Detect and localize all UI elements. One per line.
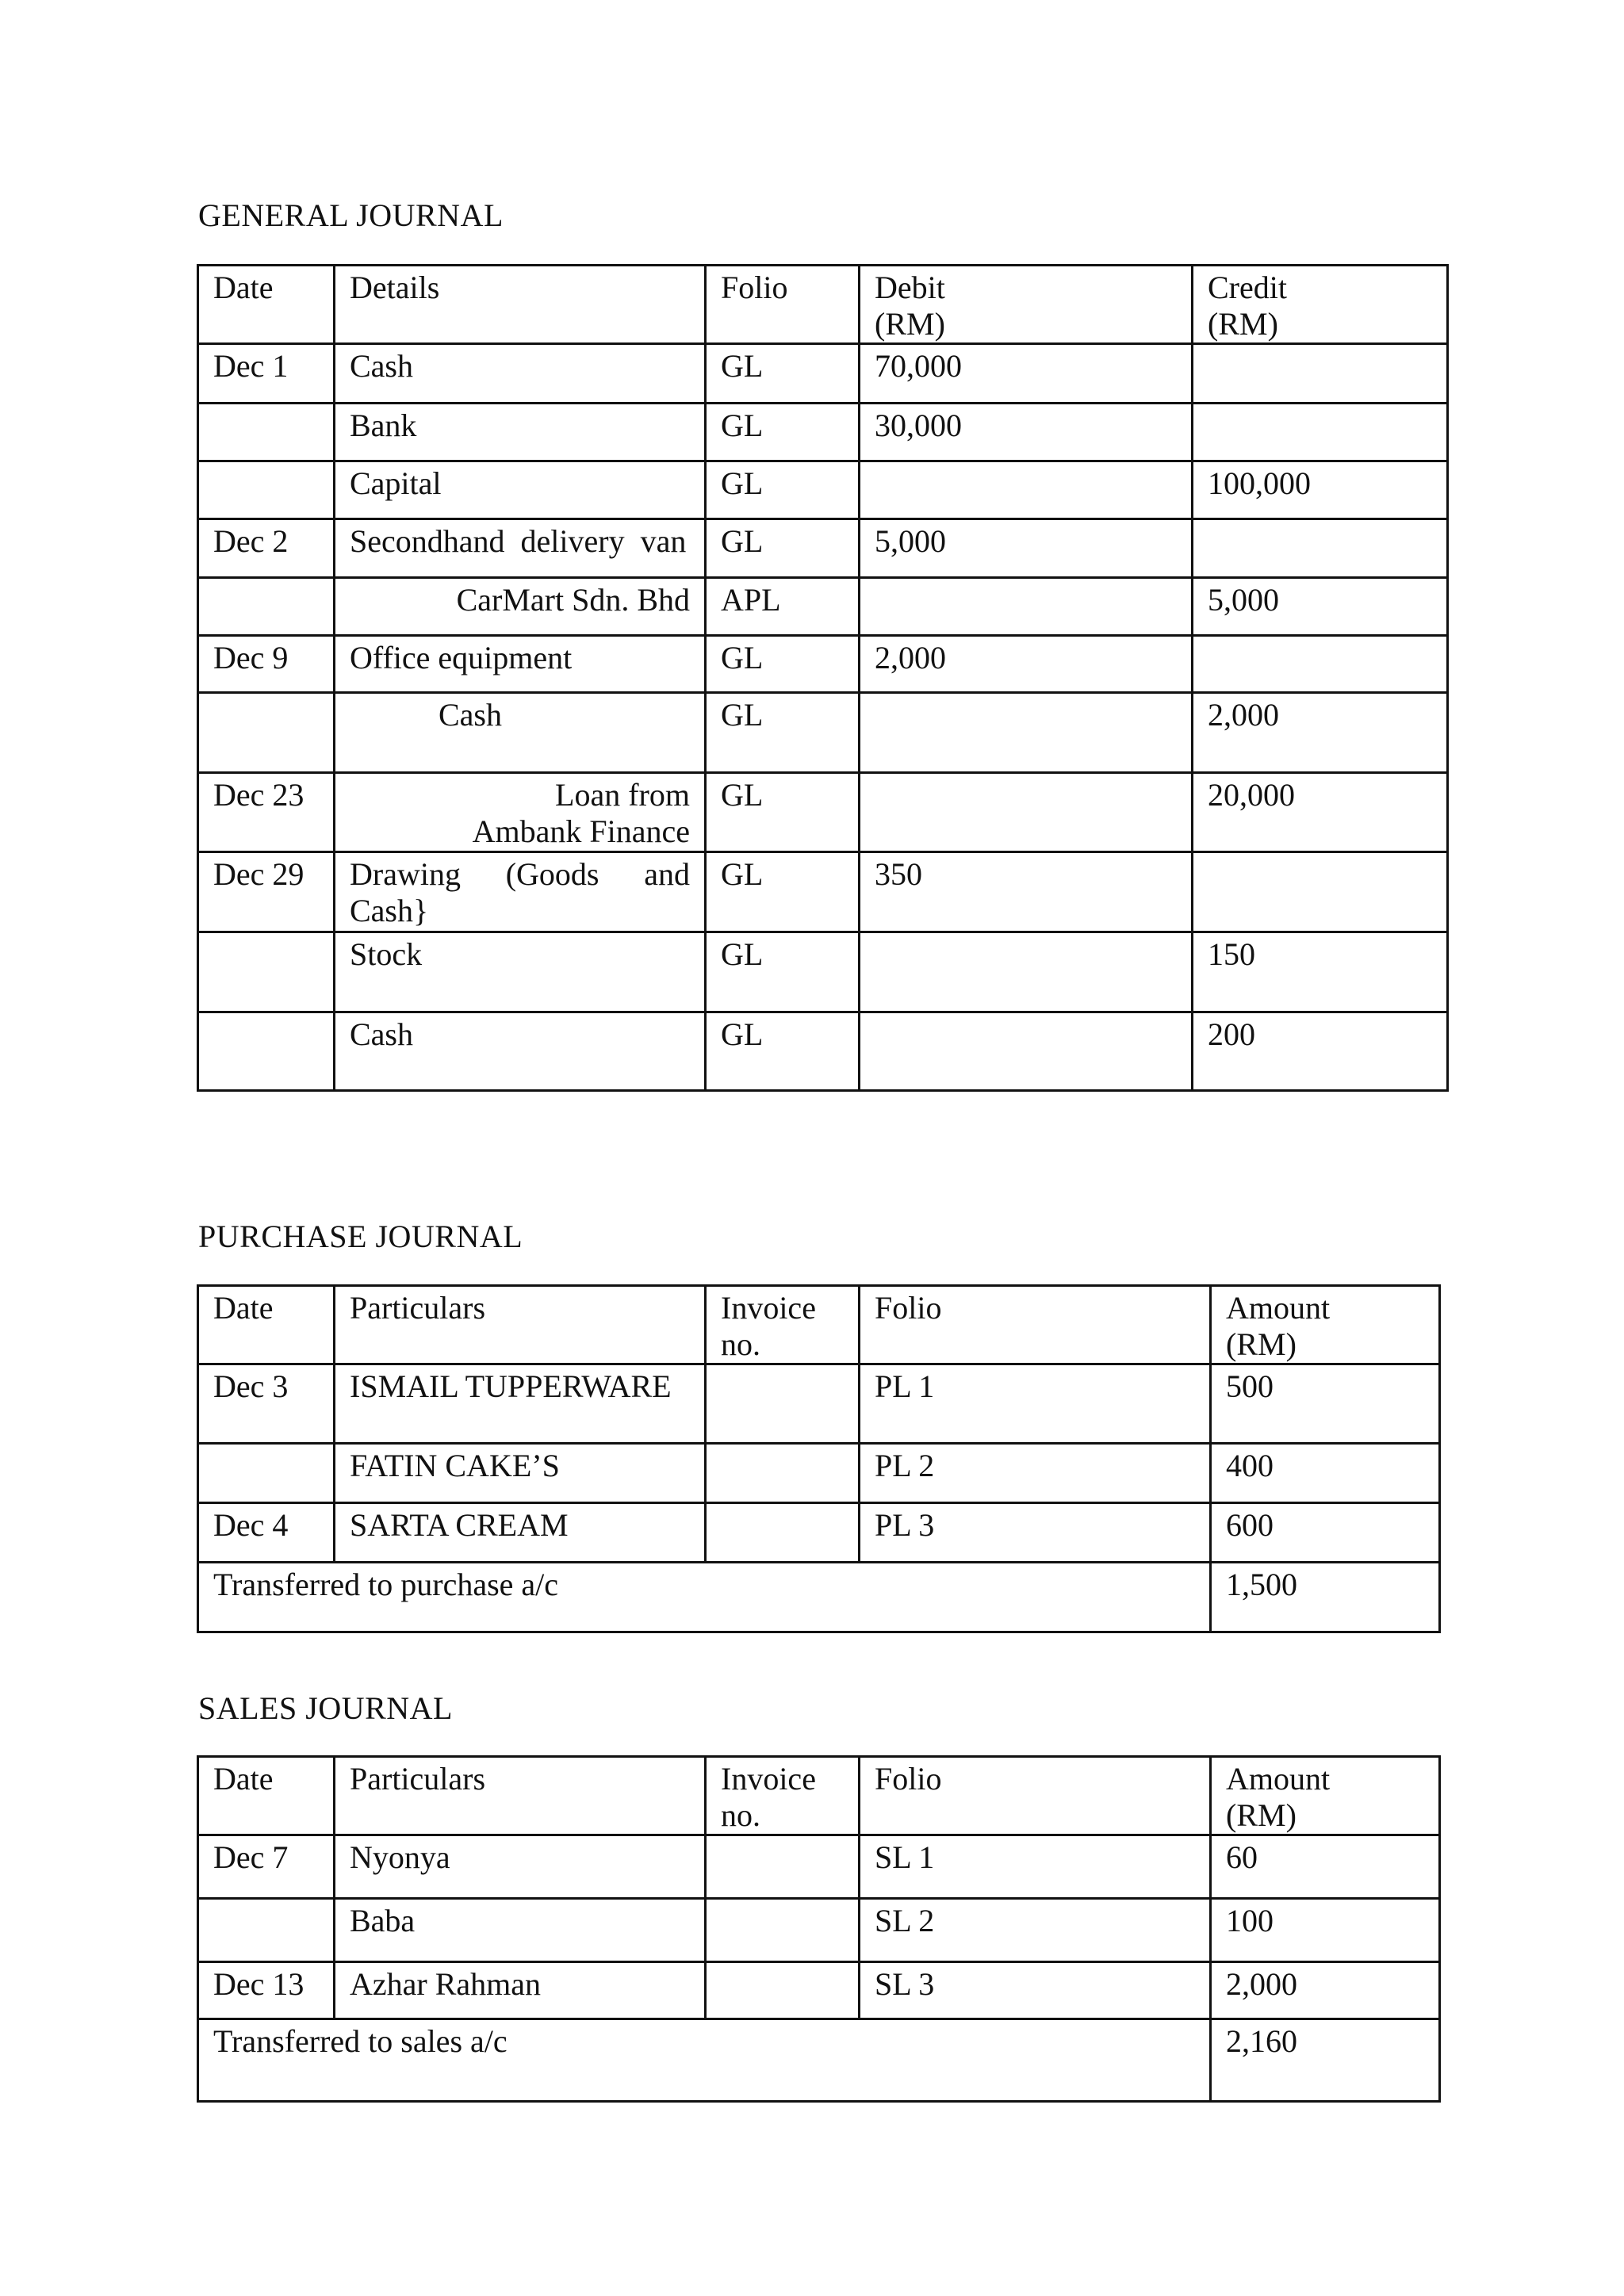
cell-date xyxy=(198,1899,335,1962)
total-row xyxy=(198,2019,1440,2102)
cell-details: Loan from Ambank Finance xyxy=(335,773,706,852)
cell-amount: 500 xyxy=(1211,1364,1440,1444)
cell-debit: 30,000 xyxy=(860,404,1193,461)
total-label: Transferred to sales a/c xyxy=(198,2019,1211,2102)
cell-date: Dec 2 xyxy=(198,519,335,578)
table-row xyxy=(198,519,1448,578)
cell-particulars: Baba xyxy=(335,1899,706,1962)
cell-debit: 5,000 xyxy=(860,519,1193,578)
table-header-row xyxy=(198,1286,1440,1364)
purchase-journal-table xyxy=(197,1284,1441,1633)
cell-credit: 20,000 xyxy=(1193,773,1448,852)
cell-date: Dec 7 xyxy=(198,1835,335,1899)
cell-amount: 60 xyxy=(1211,1835,1440,1899)
header-date: Date xyxy=(198,1286,335,1364)
cell-particulars: SARTA CREAM xyxy=(335,1503,706,1563)
table-row xyxy=(198,578,1448,636)
cell-credit: 100,000 xyxy=(1193,461,1448,519)
table-row xyxy=(198,693,1448,773)
total-label: Transferred to purchase a/c xyxy=(198,1563,1211,1632)
header-invoice: Invoice no. xyxy=(706,1286,860,1364)
sales-journal-title: SALES JOURNAL xyxy=(198,1690,453,1726)
cell-folio: GL xyxy=(706,344,860,404)
cell-debit xyxy=(860,461,1193,519)
cell-details: Secondhand delivery van xyxy=(335,519,706,578)
cell-debit: 350 xyxy=(860,852,1193,932)
total-amount: 2,160 xyxy=(1211,2019,1440,2102)
cell-credit: 5,000 xyxy=(1193,578,1448,636)
cell-folio: PL 3 xyxy=(860,1503,1211,1563)
cell-credit: 150 xyxy=(1193,932,1448,1012)
cell-date: Dec 4 xyxy=(198,1503,335,1563)
cell-details: Cash xyxy=(335,1012,706,1091)
table-row xyxy=(198,344,1448,404)
cell-credit xyxy=(1193,852,1448,932)
cell-details: Drawing (Goods and Cash} xyxy=(335,852,706,932)
table-row xyxy=(198,404,1448,461)
cell-folio: PL 2 xyxy=(860,1444,1211,1503)
general-journal-table xyxy=(197,264,1449,1092)
cell-amount: 600 xyxy=(1211,1503,1440,1563)
cell-invoice xyxy=(706,1364,860,1444)
table-row xyxy=(198,1444,1440,1503)
table-row xyxy=(198,1012,1448,1091)
cell-folio: SL 2 xyxy=(860,1899,1211,1962)
header-details: Details xyxy=(335,266,706,344)
cell-credit xyxy=(1193,636,1448,693)
cell-folio: GL xyxy=(706,404,860,461)
header-date: Date xyxy=(198,1757,335,1835)
total-amount: 1,500 xyxy=(1211,1563,1440,1632)
cell-debit xyxy=(860,578,1193,636)
cell-date xyxy=(198,1012,335,1091)
cell-folio: GL xyxy=(706,773,860,852)
cell-particulars: Azhar Rahman xyxy=(335,1962,706,2019)
cell-date: Dec 23 xyxy=(198,773,335,852)
cell-date xyxy=(198,404,335,461)
cell-folio: GL xyxy=(706,636,860,693)
table-row xyxy=(198,932,1448,1012)
cell-folio: GL xyxy=(706,519,860,578)
cell-date xyxy=(198,693,335,773)
purchase-journal-title: PURCHASE JOURNAL xyxy=(198,1219,523,1254)
cell-invoice xyxy=(706,1835,860,1899)
cell-details: Cash xyxy=(335,693,706,773)
table-row xyxy=(198,1899,1440,1962)
cell-folio: GL xyxy=(706,1012,860,1091)
cell-credit: 200 xyxy=(1193,1012,1448,1091)
table-header-row xyxy=(198,1757,1440,1835)
cell-folio: GL xyxy=(706,852,860,932)
sales-journal-table xyxy=(197,1755,1441,2103)
total-row xyxy=(198,1563,1440,1632)
cell-invoice xyxy=(706,1962,860,2019)
cell-amount: 100 xyxy=(1211,1899,1440,1962)
cell-details: Stock xyxy=(335,932,706,1012)
cell-date xyxy=(198,461,335,519)
header-particulars: Particulars xyxy=(335,1286,706,1364)
table-row xyxy=(198,1503,1440,1563)
cell-details: Office equipment xyxy=(335,636,706,693)
cell-credit: 2,000 xyxy=(1193,693,1448,773)
cell-amount: 400 xyxy=(1211,1444,1440,1503)
cell-folio: APL xyxy=(706,578,860,636)
cell-credit xyxy=(1193,519,1448,578)
cell-details: Cash xyxy=(335,344,706,404)
table-row xyxy=(198,852,1448,932)
table-row xyxy=(198,773,1448,852)
cell-debit xyxy=(860,1012,1193,1091)
cell-date: Dec 13 xyxy=(198,1962,335,2019)
header-folio: Folio xyxy=(706,266,860,344)
header-credit: Credit (RM) xyxy=(1193,266,1448,344)
cell-folio: GL xyxy=(706,461,860,519)
table-row xyxy=(198,461,1448,519)
cell-debit xyxy=(860,773,1193,852)
cell-particulars: FATIN CAKE’S xyxy=(335,1444,706,1503)
cell-debit: 2,000 xyxy=(860,636,1193,693)
cell-details: Bank xyxy=(335,404,706,461)
cell-date: Dec 29 xyxy=(198,852,335,932)
header-amount: Amount (RM) xyxy=(1211,1757,1440,1835)
cell-date xyxy=(198,578,335,636)
cell-folio: PL 1 xyxy=(860,1364,1211,1444)
header-debit: Debit (RM) xyxy=(860,266,1193,344)
cell-particulars: Nyonya xyxy=(335,1835,706,1899)
table-row xyxy=(198,1364,1440,1444)
cell-debit xyxy=(860,693,1193,773)
table-header-row xyxy=(198,266,1448,344)
table-row xyxy=(198,636,1448,693)
cell-date: Dec 9 xyxy=(198,636,335,693)
cell-amount: 2,000 xyxy=(1211,1962,1440,2019)
cell-folio: SL 3 xyxy=(860,1962,1211,2019)
cell-details: Capital xyxy=(335,461,706,519)
cell-credit xyxy=(1193,344,1448,404)
header-invoice: Invoice no. xyxy=(706,1757,860,1835)
cell-debit xyxy=(860,932,1193,1012)
header-folio: Folio xyxy=(860,1286,1211,1364)
header-particulars: Particulars xyxy=(335,1757,706,1835)
cell-folio: GL xyxy=(706,693,860,773)
cell-folio: SL 1 xyxy=(860,1835,1211,1899)
cell-particulars: ISMAIL TUPPERWARE xyxy=(335,1364,706,1444)
general-journal-title: GENERAL JOURNAL xyxy=(198,197,504,233)
cell-folio: GL xyxy=(706,932,860,1012)
cell-date xyxy=(198,1444,335,1503)
header-amount: Amount (RM) xyxy=(1211,1286,1440,1364)
cell-invoice xyxy=(706,1444,860,1503)
cell-details: CarMart Sdn. Bhd xyxy=(335,578,706,636)
cell-date: Dec 3 xyxy=(198,1364,335,1444)
table-row xyxy=(198,1835,1440,1899)
cell-credit xyxy=(1193,404,1448,461)
cell-invoice xyxy=(706,1503,860,1563)
cell-date: Dec 1 xyxy=(198,344,335,404)
cell-debit: 70,000 xyxy=(860,344,1193,404)
header-date: Date xyxy=(198,266,335,344)
cell-date xyxy=(198,932,335,1012)
header-folio: Folio xyxy=(860,1757,1211,1835)
table-row xyxy=(198,1962,1440,2019)
cell-invoice xyxy=(706,1899,860,1962)
